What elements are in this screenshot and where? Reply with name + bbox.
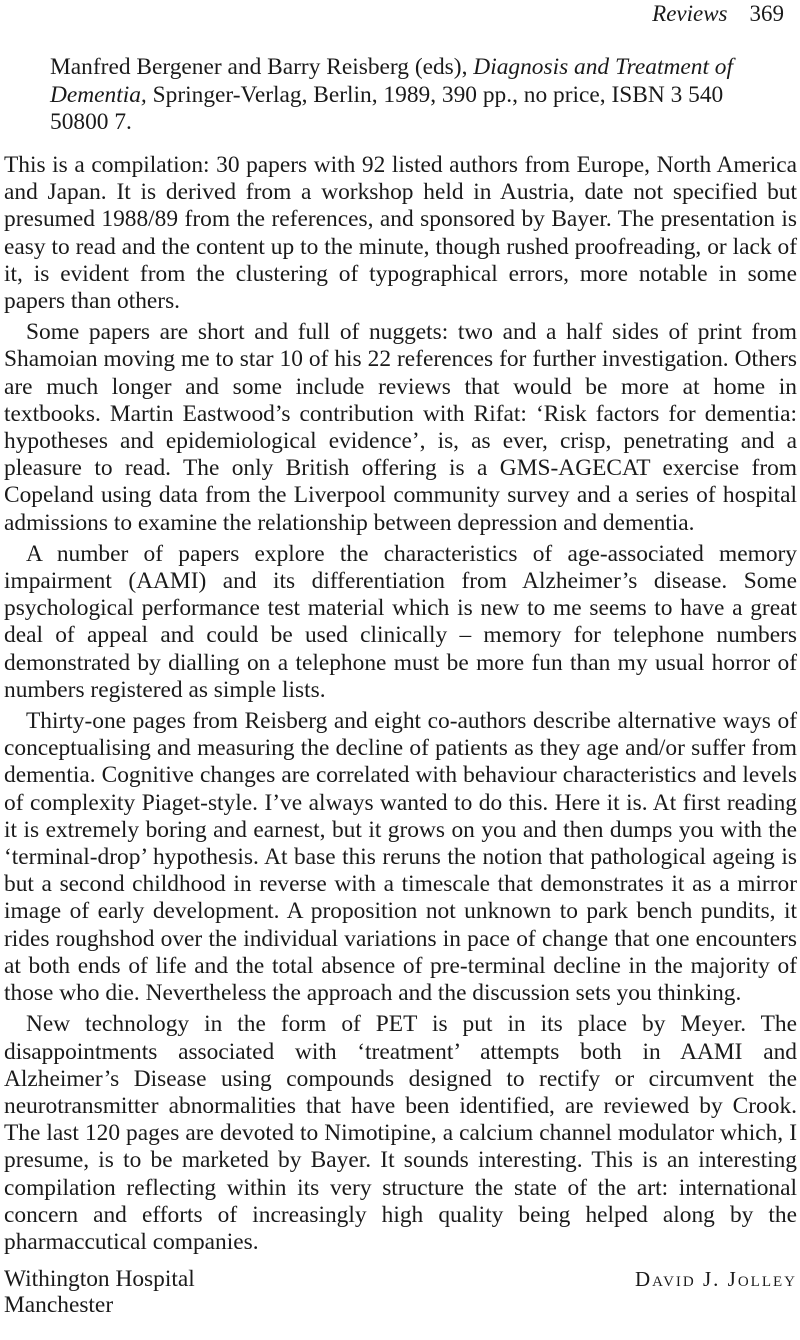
- page-number: 369: [749, 1, 784, 26]
- running-head-section: Reviews: [652, 1, 728, 26]
- institution-line-1: Withington Hospital: [4, 1266, 195, 1292]
- reviewer-signoff: [4, 1266, 797, 1318]
- citation-book-title: Diagnosis and Treatment of Dementia,: [50, 54, 733, 108]
- review-paragraph-4: Thirty-one pages from Reisberg and eight co-authors describe alternative ways of conceptualising and measuring the decline of patients as they age and/or suffer from dementia. Cognitive changes are correlated with behaviour characteristics and levels of complexity Piaget-style. I’ve always wanted to do this. Here it is. At first reading it is extremely boring and earnest, but it grows on you and then dumps you with the ‘terminal-drop’ hypothesis. At base this reruns the notion that pathological ageing is but a second childhood in reverse with a timescale that demonstrates it as a mirror image of early development. A proposition not unknown to park bench pundits, it rides roughshod over the individual variations in pace of change that one encounters at both ends of life and the total absence of pre-terminal decline in the majority of those who die. Nevertheless the approach and the discussion sets you thinking.: [4, 708, 797, 1007]
- citation-editors: Manfred Bergener and Barry Reisberg (eds),: [50, 54, 468, 80]
- review-body: [4, 152, 797, 1260]
- running-head: [652, 0, 784, 28]
- review-paragraph-5: New technology in the form of PET is put in its place by Meyer. The disappointments associated with ‘treatment’ attempts both in AAMI and Alzheimer’s Disease using compounds designed to rectify or circumvent the neurotransmitter abnormalities that have been identified, are reviewed by Crook. The last 120 pages are devoted to Nimotipine, a calcium channel modulator which, I presume, is to be marketed by Bayer. It sounds interesting. This is an interesting compilation reflecting within its very structure the state of the art: international concern and efforts of increasingly high quality being helped along by the pharmaccutical companies.: [4, 1011, 797, 1255]
- review-paragraph-1: This is a compilation: 30 papers with 92 listed authors from Europe, North America and Japan. It is derived from a workshop held in Austria, date not specified but presumed 1988/89 from the references, and sponsored by Bayer. The presentation is easy to read and the content up to the minute, though rushed proofreading, or lack of it, is evident from the clustering of typographical errors, more notable in some papers than others.: [4, 152, 797, 315]
- book-citation: [50, 54, 772, 137]
- reviewer-name: David J. Jolley: [635, 1267, 797, 1291]
- institution-line-2: Manchester: [4, 1292, 114, 1318]
- citation-publication-details: Springer-Verlag, Berlin, 1989, 390 pp., no price, ISBN 3 540 50800 7.: [50, 81, 724, 135]
- review-paragraph-3: A number of papers explore the characteristics of age-associated memory impairment (AAMI) and its differentiation from Alzheimer’s disease. Some psychological performance test material which is new to me seems to have a great deal of appeal and could be used clinically – memory for telephone numbers demonstrated by dialling on a telephone must be more fun than my usual horror of numbers registered as simple lists.: [4, 540, 797, 703]
- review-paragraph-2: Some papers are short and full of nuggets: two and a half sides of print from Shamoian moving me to star 10 of his 22 references for further investigation. Others are much longer and some include reviews that would be more at home in textbooks. Martin Eastwood’s contribution with Rifat: ‘Risk factors for dementia: hypotheses and epidemiological evidence’, is, as ever, crisp, penetrating and a pleasure to read. The only British offering is a GMS-AGECAT exercise from Copeland using data from the Liverpool community survey and a series of hospital admissions to examine the relationship between depression and dementia.: [4, 319, 797, 536]
